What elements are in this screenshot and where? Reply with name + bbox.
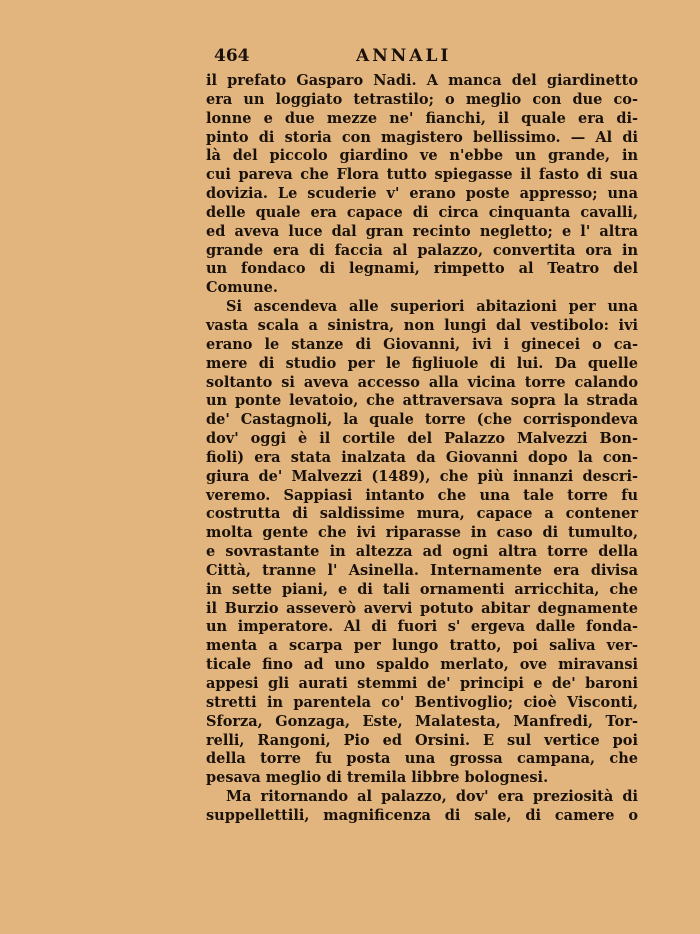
text-line: Città, tranne l' Asinella. Internamente era divisa — [206, 561, 638, 579]
text-line: grande era di faccia al palazzo, convertita ora in — [206, 241, 638, 259]
text-line: de' Castagnoli, la quale torre (che corrispondeva — [206, 411, 638, 429]
text-line: mere di studio per le figliuole di lui. Da quelle — [206, 354, 638, 372]
text-line: delle quale era capace di circa cinquanta cavalli, — [206, 203, 638, 221]
text-line: veremo. Sappiasi intanto che una tale torre fu — [206, 486, 638, 504]
text-line: un imperatore. Al di fuori s' ergeva dalle fonda- — [206, 618, 638, 636]
page-number: 464 — [214, 46, 250, 66]
book-page — [206, 44, 638, 826]
text-line: il Burzio asseverò avervi potuto abitar degnamente — [206, 599, 638, 617]
text-line: vasta scala a sinistra, non lungi dal vestibolo: ivi — [206, 316, 638, 334]
paragraph — [206, 788, 638, 826]
running-title: ANNALI — [356, 46, 452, 66]
text-line: un ponte levatoio, che attraversava sopra la strada — [206, 392, 638, 410]
text-line: là del piccolo giardino ve n'ebbe un grande, in — [206, 147, 638, 165]
text-line: un fondaco di legnami, rimpetto al Teatro del — [206, 260, 638, 278]
text-line: erano le stanze di Giovanni, ivi i ginecei o ca- — [206, 335, 638, 353]
text-line: Comune. — [206, 279, 278, 297]
text-line: pinto di storia con magistero bellissimo. — Al di — [206, 128, 638, 146]
text-line: menta a scarpa per lungo tratto, poi saliva ver- — [206, 637, 638, 655]
text-line: stretti in parentela co' Bentivoglio; cioè Visconti, — [206, 693, 638, 711]
text-line: e sovrastante in altezza ad ogni altra torre della — [206, 543, 638, 561]
text-line: molta gente che ivi riparasse in caso di tumulto, — [206, 524, 638, 542]
text-line: lonne e due mezze ne' fianchi, il quale era di- — [206, 109, 638, 127]
text-line: ed aveva luce dal gran recinto negletto; e l' altra — [206, 222, 638, 240]
running-head — [206, 44, 638, 72]
text-line: in sette piani, e di tali ornamenti arricchita, che — [206, 580, 638, 598]
text-line: Ma ritornando al palazzo, dov' era preziosità di — [226, 788, 638, 806]
text-line: cui pareva che Flora tutto spiegasse il fasto di sua — [206, 166, 638, 184]
text-line: soltanto si aveva accesso alla vicina torre calando — [206, 373, 638, 391]
body-text — [206, 72, 638, 826]
text-line: pesava meglio di tremila libbre bolognesi. — [206, 769, 549, 787]
text-line: il prefato Gasparo Nadi. A manca del giardinetto — [206, 72, 638, 89]
text-line: della torre fu posta una grossa campana, che — [206, 750, 638, 768]
text-line: relli, Rangoni, Pio ed Orsini. E sul vertice poi — [206, 731, 638, 749]
text-line: dovizia. Le scuderie v' erano poste appresso; una — [206, 185, 638, 203]
text-line: appesi gli aurati stemmi de' principi e de' baroni — [206, 675, 638, 692]
text-line: ticale fino ad uno spaldo merlato, ove miravansi — [206, 656, 638, 674]
text-line: giura de' Malvezzi (1489), che più innanzi descri- — [206, 467, 638, 485]
text-line: suppellettili, magnificenza di sale, di camere o — [206, 806, 638, 824]
paragraph — [206, 298, 638, 788]
text-line: dov' oggi è il cortile del Palazzo Malvezzi Bon- — [206, 430, 638, 448]
text-line: era un loggiato tetrastilo; o meglio con due co- — [206, 90, 638, 108]
text-line: Sforza, Gonzaga, Este, Malatesta, Manfredi, Tor- — [206, 712, 638, 730]
text-line: fioli) era stata inalzata da Giovanni dopo la con- — [206, 448, 638, 466]
paragraph — [206, 72, 638, 298]
text-line: Si ascendeva alle superiori abitazioni per una — [226, 298, 638, 316]
text-line: costrutta di saldissime mura, capace a contener — [206, 505, 638, 523]
